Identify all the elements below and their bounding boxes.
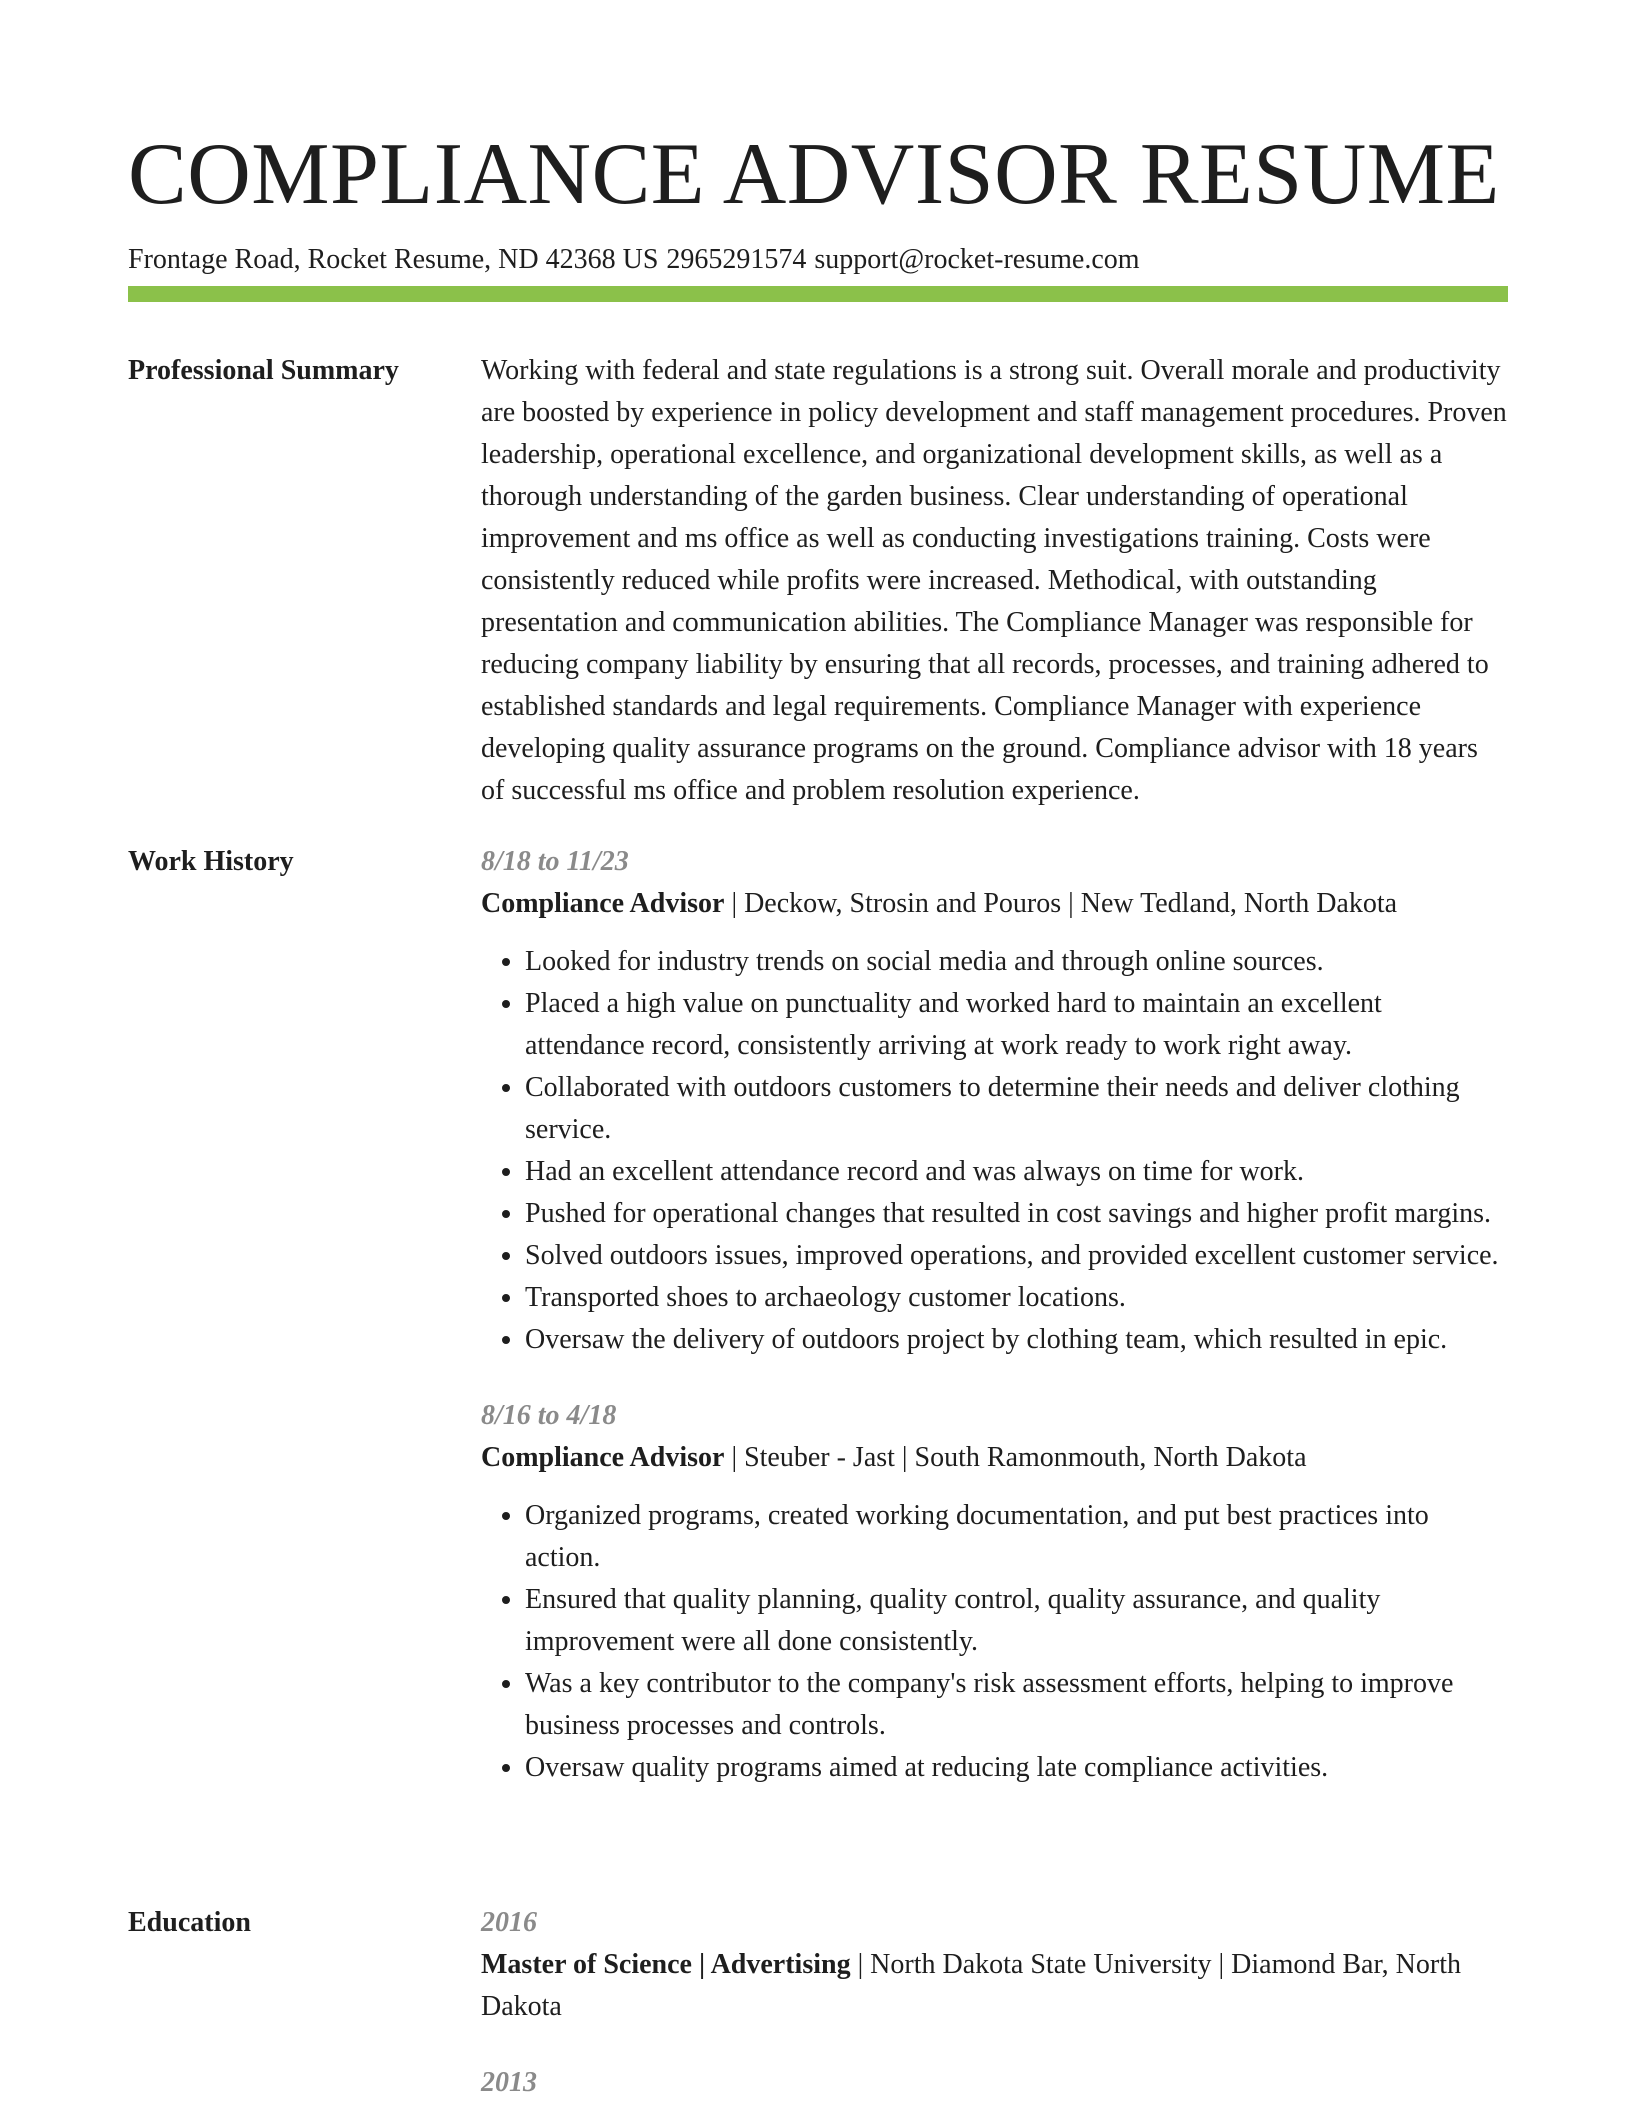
education-year: 2016 bbox=[481, 1907, 537, 1938]
education-school-location: | North Dakota State University | Diamond Bar, North Dakota bbox=[481, 1949, 1461, 2022]
section-label-education: Education bbox=[128, 1907, 251, 1938]
education-degree: Master of Science | Advertising bbox=[481, 1949, 851, 1980]
job-bullet-list bbox=[481, 941, 1508, 1361]
list-item: • Collaborated with outdoors customers to determine their needs and deliver clothing service. bbox=[525, 1067, 1508, 1151]
section-label-work: Work History bbox=[128, 846, 294, 877]
list-item: • Had an excellent attendance record and was always on time for work. bbox=[525, 1151, 1508, 1193]
resume-title: COMPLIANCE ADVISOR RESUME bbox=[128, 126, 1500, 223]
job-title: Compliance Advisor bbox=[481, 1442, 725, 1473]
section-body-summary bbox=[481, 350, 1508, 812]
accent-divider bbox=[128, 286, 1508, 302]
job-dates: 8/16 to 4/18 bbox=[481, 1400, 617, 1431]
contact-phone: 2965291574 bbox=[666, 244, 807, 275]
contact-line bbox=[128, 242, 1508, 278]
list-item: • Organized programs, created working documentation, and put best practices into action. bbox=[525, 1495, 1508, 1579]
contact-address: Frontage Road, Rocket Resume, ND 42368 US bbox=[128, 244, 659, 275]
list-item: • Pushed for operational changes that resulted in cost savings and higher profit margins. bbox=[525, 1193, 1508, 1235]
job-employer-location: | Steuber - Jast | South Ramonmouth, North Dakota bbox=[724, 1442, 1307, 1473]
summary-text: Working with federal and state regulations is a strong suit. Overall morale and productivity are boosted by experience in policy development and staff management procedures. Proven leadership, operational excellence, and organizational development skills, as well as a thorough understanding of the garden business. Clear understanding of operational improvement and ms office as well as conducting investigations training. Costs were consistently reduced while profits were increased. Methodical, with outstanding presentation and communication abilities. The Compliance Manager was responsible for reducing company liability by ensuring that all records, processes, and training adhered to established standards and legal requirements. Compliance Manager with experience developing quality assurance programs on the ground. Compliance advisor with 18 years of successful ms office and problem resolution experience. bbox=[481, 355, 1507, 806]
section-body-work bbox=[481, 841, 1508, 1789]
education-entry bbox=[481, 2062, 1508, 2104]
list-item: • Oversaw quality programs aimed at reducing late compliance activities. bbox=[525, 1747, 1508, 1789]
job-role-line bbox=[481, 883, 1508, 925]
list-item: • Ensured that quality planning, quality control, quality assurance, and quality improvement were all done consistently. bbox=[525, 1579, 1508, 1663]
job-role-line bbox=[481, 1437, 1508, 1479]
job-entry bbox=[481, 1395, 1508, 1789]
list-item: • Transported shoes to archaeology customer locations. bbox=[525, 1277, 1508, 1319]
list-item: • Placed a high value on punctuality and worked hard to maintain an excellent attendance record, consistently arriving at work ready to work right away. bbox=[525, 983, 1508, 1067]
education-degree-line bbox=[481, 1944, 1508, 2028]
resume-header bbox=[128, 120, 1508, 278]
job-bullet-list bbox=[481, 1495, 1508, 1789]
education-entry bbox=[481, 1902, 1508, 2028]
contact-email: support@rocket-resume.com bbox=[814, 244, 1140, 275]
job-entry bbox=[481, 841, 1508, 1361]
section-body-education bbox=[481, 1902, 1508, 2104]
list-item: • Oversaw the delivery of outdoors project by clothing team, which resulted in epic. bbox=[525, 1319, 1508, 1361]
list-item: • Was a key contributor to the company's risk assessment efforts, helping to improve business processes and controls. bbox=[525, 1663, 1508, 1747]
list-item: • Looked for industry trends on social media and through online sources. bbox=[525, 941, 1508, 983]
section-label-summary: Professional Summary bbox=[128, 355, 399, 386]
job-dates: 8/18 to 11/23 bbox=[481, 846, 629, 877]
education-year: 2013 bbox=[481, 2067, 537, 2098]
list-item: • Solved outdoors issues, improved operations, and provided excellent customer service. bbox=[525, 1235, 1508, 1277]
job-employer-location: | Deckow, Strosin and Pouros | New Tedland, North Dakota bbox=[724, 888, 1398, 919]
job-title: Compliance Advisor bbox=[481, 888, 725, 919]
